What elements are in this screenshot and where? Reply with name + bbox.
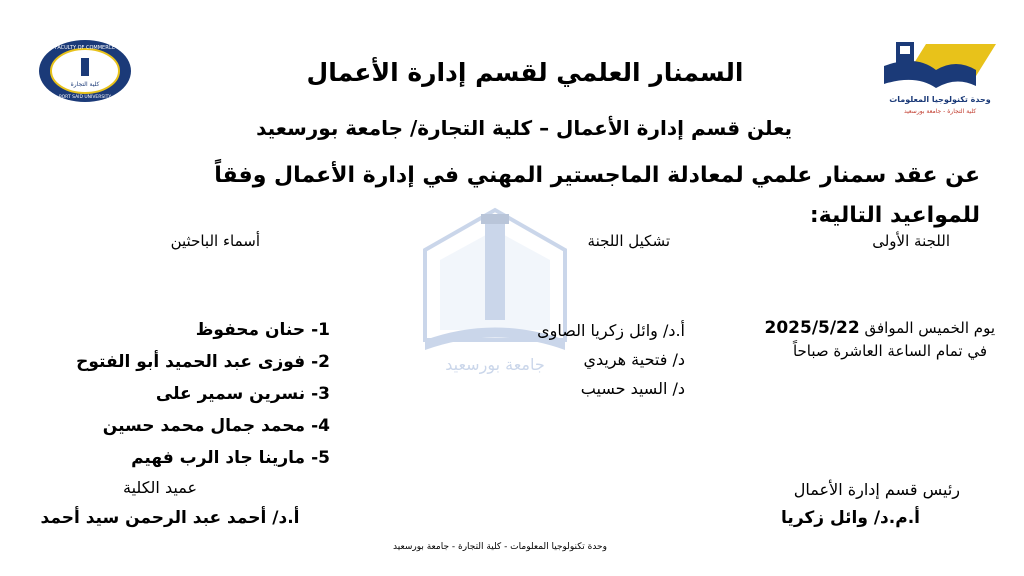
researcher-name: محمد جمال محمد حسين (102, 416, 306, 436)
researcher-number: 2- (311, 352, 330, 372)
logo-ring-text: FACULTY OF COMMERCE (54, 45, 116, 51)
logo-center-text: كلية التجارة (70, 81, 100, 88)
footer-text: وحدة تكنولوجيا المعلومات - كلية التجارة - جامعة بورسعيد (393, 542, 607, 552)
seminar-title: السمنار العلمي لقسم إدارة الأعمال (306, 58, 744, 87)
researcher-item (40, 410, 330, 442)
dean-name: أ.د/ أحمد عبد الرحمن سيد أحمد (40, 508, 300, 528)
schedule-date-value: 2025/5/22 (764, 318, 860, 338)
researcher-item (40, 442, 330, 474)
department-head-name: أ.م.د/ وائل زكريا (781, 508, 920, 528)
researcher-item (40, 346, 330, 378)
researcher-name: نسرين سمير على (155, 384, 306, 404)
schedule-time: في تمام الساعة العاشرة صباحاً (792, 342, 987, 360)
researchers-list (40, 314, 330, 474)
committee-members-list (480, 316, 685, 403)
researcher-item (40, 378, 330, 410)
logo-bottom-text: PORT SAID UNIVERSITY (58, 95, 112, 100)
committee-column-header: اللجنة الأولى (872, 232, 950, 250)
faculty-of-commerce-logo (37, 38, 133, 104)
researcher-number: 4- (311, 416, 330, 436)
announcement-line: يعلن قسم إدارة الأعمال – كلية التجارة/ جامعة بورسعيد (256, 116, 792, 140)
seminar-subject: عن عقد سمنار علمي لمعادلة الماجستير المهني في إدارة الأعمال وفقاً للمواعيد التالية: (214, 163, 980, 228)
researcher-name: مارينا جاد الرب فهيم (131, 448, 306, 468)
schedule-date (740, 318, 995, 338)
committee-member: أ.د/ وائل زكريا الصاوى (537, 321, 685, 340)
it-logo-line1: وحدة تكنولوجيا المعلومات (889, 95, 991, 104)
researcher-name: فوزى عبد الحميد أبو الفتوح (76, 352, 306, 372)
committee-member: د/ فتحية هريدي (583, 350, 685, 369)
researcher-number: 1- (311, 320, 330, 340)
dean-title: عميد الكلية (123, 478, 197, 497)
researcher-number: 5- (311, 448, 330, 468)
department-head-title: رئيس قسم إدارة الأعمال (793, 480, 960, 499)
schedule-day-label: يوم الخميس الموافق (864, 319, 995, 337)
it-unit-logo (876, 36, 1004, 120)
researcher-item (40, 314, 330, 346)
researchers-column-header: أسماء الباحثين (170, 232, 260, 250)
researcher-number: 3- (311, 384, 330, 404)
watermark-text: جامعة بورسعيد (445, 355, 545, 374)
formation-column-header: تشكيل اللجنة (587, 232, 670, 250)
it-logo-line2: كلية التجارة - جامعة بورسعيد (903, 108, 977, 115)
committee-member: د/ السيد حسيب (580, 379, 685, 398)
researcher-name: حنان محفوظ (195, 320, 306, 340)
